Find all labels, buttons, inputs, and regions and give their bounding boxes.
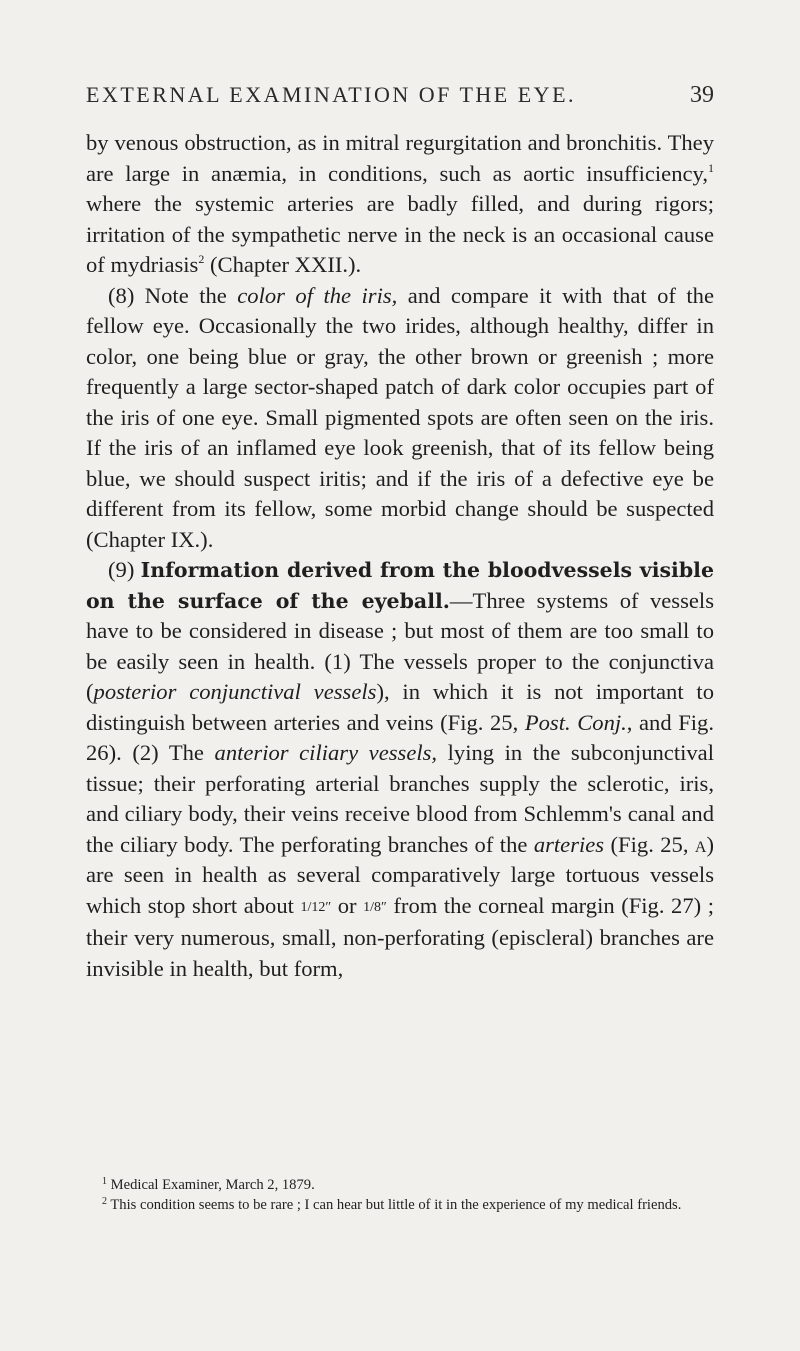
running-header (86, 82, 714, 109)
footnote-text-2: This condition seems to be rare ; I can hear but little of it in the experience of my medical friends. (110, 1197, 682, 1213)
p3-emphasis-2: Post. Conj. (524, 709, 627, 735)
footnote-text-1: Medical Examiner, March 2, 1879. (110, 1177, 315, 1193)
p1-text-c: (Chapter XXII.). (204, 252, 362, 277)
fraction-1: 1/12″ (300, 899, 332, 915)
footnote-marker-2: 2 (102, 1196, 107, 1207)
p3-text-i: from the corneal margin (Fig. 27) ; their very numerous, small, non-perforating (episcleral) branches are invisible in health, but form, (86, 892, 714, 981)
running-title: EXTERNAL EXAMINATION OF THE EYE. (86, 82, 577, 107)
p3-text-g: ) are seen in health as several comparatively large tortuous vessels which stop short about (86, 831, 715, 918)
p3-smallcaps: a (694, 831, 707, 857)
footnote-ref-2: 2 (198, 252, 205, 266)
page-number: 39 (690, 82, 714, 108)
fraction-2: 1/8″ (363, 899, 387, 915)
p1-text-b: where the systemic arteries are badly filled, and during rigors; irritation of the sympathetic nerve in the neck is an occasional cause of mydriasis (86, 191, 714, 277)
p3-emphasis-1: posterior conjunctival vessels (93, 679, 377, 704)
p2-text-a: (8) Note the (108, 282, 238, 308)
p3-text-d: , and Fig. 26). (2) The (86, 709, 714, 765)
paragraph-3 (86, 555, 714, 984)
footnote-marker-1: 1 (102, 1176, 107, 1187)
footnotes (86, 1175, 714, 1215)
section-heading: Information derived from the bloodvessels visible on the surface of the eyeball. (86, 558, 714, 613)
p2-emphasis: color of the iris, (237, 282, 398, 308)
p3-text-a: (9) (108, 557, 141, 582)
p3-text-b: —Three systems of vessels have to be considered in disease ; but most of them are too small to be easily seen in health. (1) The vessels proper to the conjunctiva ( (86, 587, 714, 704)
p3-text-e: lying in the subconjunctival tissue; their perforating arterial branches supply the sclerotic, iris, and ciliary body, their veins receive blood from Schlemm's canal and the ciliary body. The perforating branches of the (86, 740, 714, 857)
footnote-2 (86, 1195, 714, 1215)
footnote-1 (86, 1175, 714, 1195)
footnote-ref-1: 1 (708, 160, 714, 175)
p3-text-h: or (331, 892, 364, 918)
paragraph-1 (86, 128, 714, 281)
p3-text-c: ), in which it is not important to distinguish between arteries and veins (Fig. 25, (86, 679, 714, 735)
p3-text-f: (Fig. 25, (604, 831, 695, 857)
p1-text-a: by venous obstruction, as in mitral regurgitation and bronchitis. They are large in anæmia, in conditions, such as aortic insufficiency, (86, 130, 714, 186)
paragraph-2 (86, 281, 714, 556)
p3-emphasis-3: anterior ciliary vessels, (214, 740, 438, 765)
p3-emphasis-4: arteries (533, 831, 605, 857)
p2-text-b: and compare it with that of the fellow eye. Occasionally the two irides, although healthy, differ in color, one being blue or gray, the other brown or greenish ; more frequently a large sector-shaped patch of dark color occupies part of the iris of one eye. Small pigmented spots are often seen on the iris. If the iris of an inflamed eye look greenish, that of its fellow being blue, we should suspect iritis; and if the iris of a defective eye be different from its fellow, some morbid change should be suspected (Chapter IX.). (86, 282, 715, 552)
body-text (86, 128, 714, 984)
